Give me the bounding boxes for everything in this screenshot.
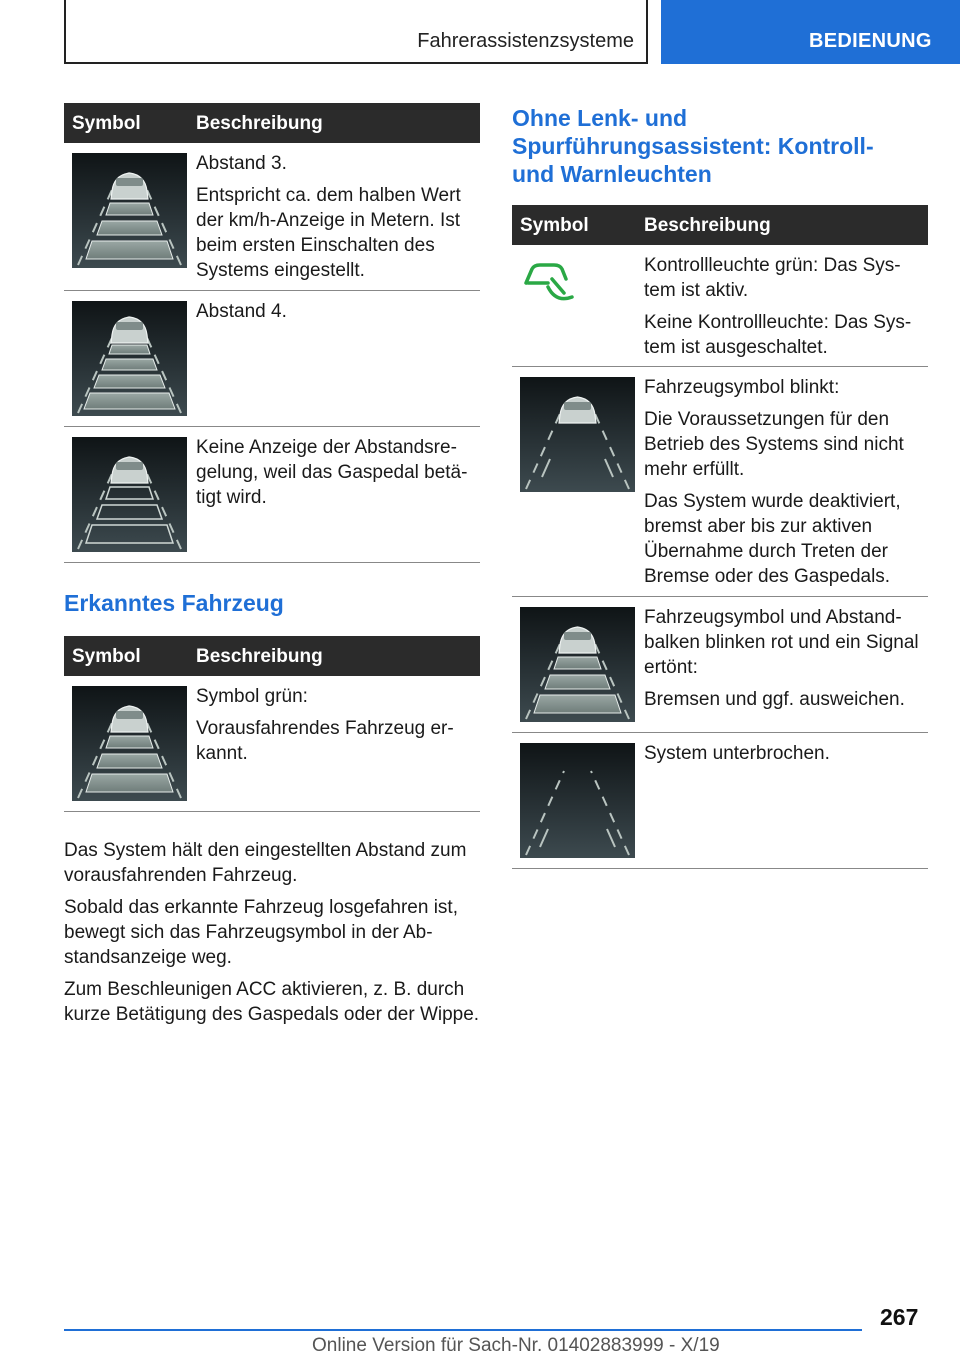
row-text: Entspricht ca. dem halben Wert der km/h-Anzeige in Metern. Ist beim ersten Einschalten des Systems eingestellt. bbox=[196, 185, 461, 281]
heading-line: Ohne Lenk- und bbox=[512, 105, 688, 131]
left-column bbox=[64, 103, 480, 1034]
table-row bbox=[64, 291, 480, 427]
vehicle-warning-icon bbox=[520, 607, 635, 722]
table-row bbox=[512, 733, 928, 869]
distance-4-icon bbox=[72, 301, 187, 416]
paragraph: Das System hält den eingestellten Abstand zum vorausfahrenden Fahrzeug. bbox=[64, 840, 467, 886]
row-text: Abstand 3. bbox=[196, 153, 287, 174]
row-text: Abstand 4. bbox=[196, 301, 287, 322]
page-number: 267 bbox=[880, 1304, 919, 1330]
row-text: Fahrzeugsymbol blinkt: bbox=[644, 377, 840, 398]
row-text: Symbol grün: bbox=[196, 686, 308, 707]
section-heading: Erkanntes Fahrzeug bbox=[64, 590, 284, 616]
section-tab bbox=[661, 0, 960, 64]
row-text: Keine Anzeige der Abstandsre-gelung, weil das Gaspedal betä-tigt wird. bbox=[196, 437, 468, 508]
footer-online-version: Online Version für Sach-Nr. 01402883999 - X/19 bbox=[312, 1335, 720, 1356]
row-text: Das System wurde deaktiviert, bremst aber bis zur aktiven Übernahme durch Treten der Bremse oder des Gaspedals. bbox=[644, 491, 901, 587]
paragraph: Zum Beschleunigen ACC aktivieren, z. B. durch kurze Betätigung des Gaspedals oder der Wippe. bbox=[64, 979, 480, 1025]
table-header bbox=[64, 103, 480, 143]
section-heading bbox=[512, 104, 928, 188]
body-text bbox=[64, 838, 480, 1027]
column-symbol: Symbol bbox=[72, 646, 141, 667]
table-row bbox=[512, 367, 928, 597]
section-title: BEDIENUNG bbox=[809, 30, 932, 52]
column-symbol: Symbol bbox=[72, 113, 141, 134]
column-symbol: Symbol bbox=[520, 215, 589, 236]
row-text: Fahrzeugsymbol und Abstand-balken blinken rot und ein Signal ertönt: bbox=[644, 607, 919, 678]
table-row bbox=[64, 143, 480, 291]
table-header bbox=[64, 636, 480, 676]
column-description: Beschreibung bbox=[196, 113, 323, 134]
column-description: Beschreibung bbox=[196, 646, 323, 667]
system-interrupted-icon bbox=[520, 743, 635, 858]
table-header bbox=[512, 205, 928, 245]
no-distance-display-icon bbox=[72, 437, 187, 552]
acc-indicator-green-icon bbox=[522, 257, 578, 307]
heading-line: Spurführungsassistent: Kontroll- bbox=[512, 133, 874, 159]
row-text: System unterbrochen. bbox=[644, 743, 830, 764]
vehicle-blinking-icon bbox=[520, 377, 635, 492]
vehicle-detected-icon bbox=[72, 686, 187, 801]
table-row bbox=[64, 676, 480, 812]
paragraph: Sobald das erkannte Fahrzeug losgefahren ist, bewegt sich das Fahrzeugsymbol in der Ab-standsanzeige weg. bbox=[64, 897, 458, 968]
row-text: Keine Kontrollleuchte: Das Sys-tem ist ausgeschaltet. bbox=[644, 312, 912, 358]
chapter-tab bbox=[64, 0, 648, 64]
table-row bbox=[512, 245, 928, 367]
row-text: Bremsen und ggf. ausweichen. bbox=[644, 689, 905, 710]
row-text: Vorausfahrendes Fahrzeug er-kannt. bbox=[196, 718, 454, 764]
heading-line: und Warnleuchten bbox=[512, 161, 712, 187]
row-text: Die Voraussetzungen für den Betrieb des Systems sind nicht mehr erfüllt. bbox=[644, 409, 904, 480]
right-column bbox=[512, 104, 928, 869]
table-row bbox=[512, 597, 928, 733]
row-text: Kontrollleuchte grün: Das Sys-tem ist aktiv. bbox=[644, 255, 901, 301]
distance-3-icon bbox=[72, 153, 187, 268]
chapter-title: Fahrerassistenzsysteme bbox=[417, 30, 634, 52]
footer-divider bbox=[64, 1329, 862, 1331]
table-row bbox=[64, 427, 480, 563]
column-description: Beschreibung bbox=[644, 215, 771, 236]
